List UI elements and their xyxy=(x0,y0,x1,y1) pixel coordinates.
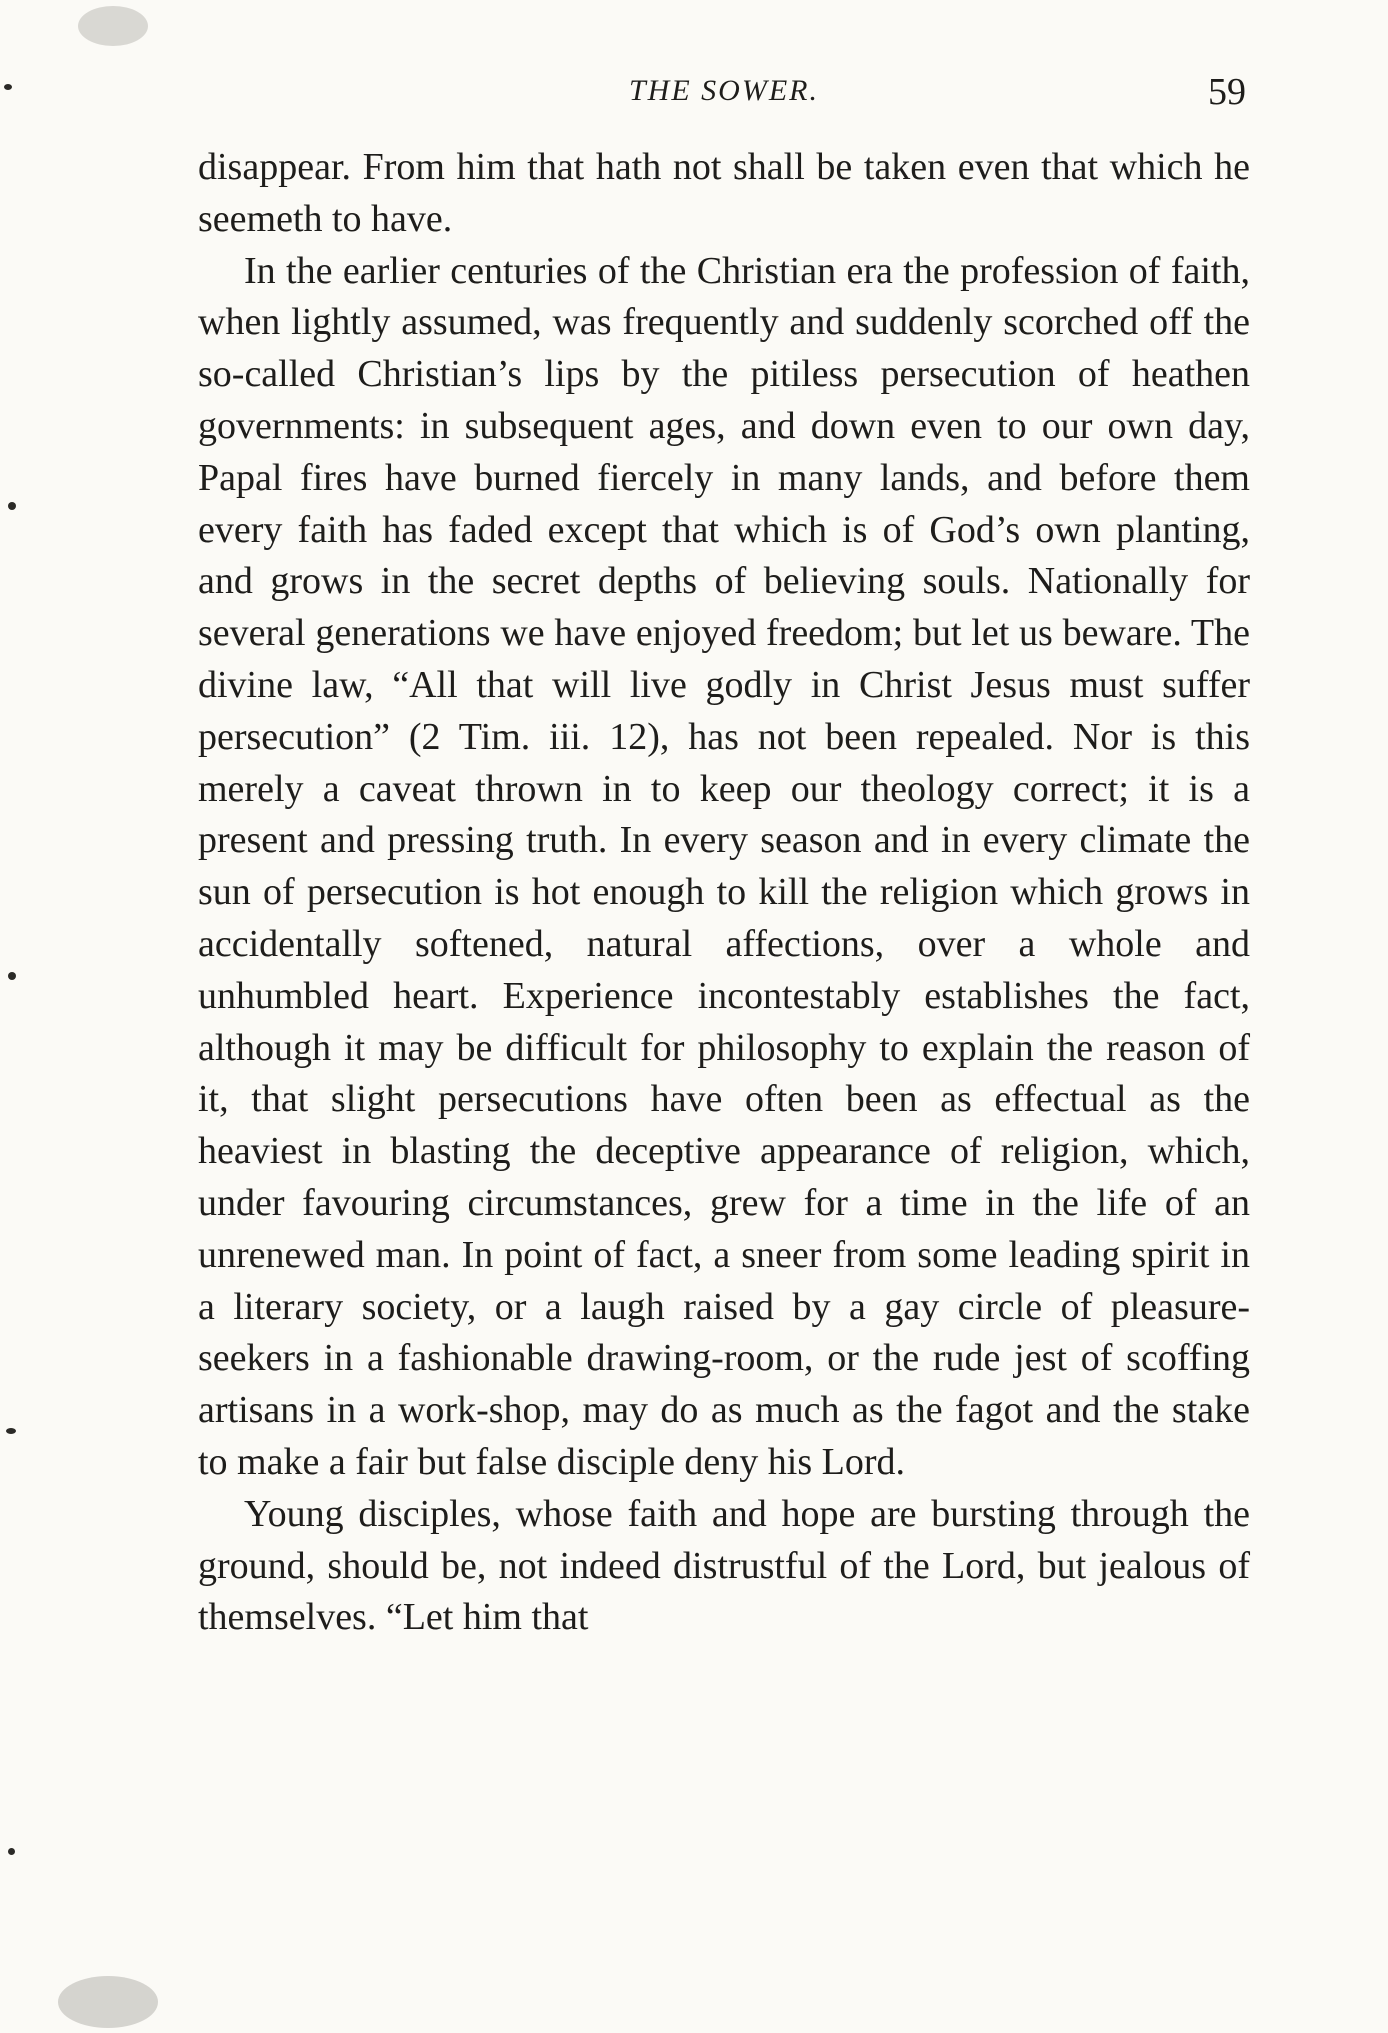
scan-smudge-bottom xyxy=(58,1976,158,2028)
paragraph-persecution: In the earlier centuries of the Christian era the profession of faith, when lightly assumed, was frequently and suddenly scorched off the so-called Christian’s lips by the pitiless persecution of heathen governments: in subsequent ages, and down even to our own day, Papal fires have burned fiercely in many lands, and before them every faith has faded except that which is of God’s own planting, and grows in the secret depths of believing souls. Nationally for several generations we have enjoyed freedom; but let us beware. The divine law, “All that will live godly in Christ Jesus must suffer persecution” (2 Tim. iii. 12), has not been repealed. Nor is this merely a caveat thrown in to keep our theology correct; it is a present and pressing truth. In every season and in every climate the sun of persecution is hot enough to kill the religion which grows in accidentally softened, natural affections, over a whole and unhumbled heart. Experience incontestably establishes the fact, although it may be difficult for philosophy to explain the reason of it, that slight persecutions have often been as effectual as the heaviest in blasting the deceptive appearance of religion, which, under favouring circumstances, grew for a time in the life of an unrenewed man. In point of fact, a sneer from some leading spirit in a literary society, or a laugh raised by a gay circle of pleasure-seekers in a fashionable drawing-room, or the rude jest of scoffing artisans in a work-shop, may do as much as the fagot and the stake to make a fair but false disciple deny his Lord. xyxy=(198,249,1250,1483)
scan-speck xyxy=(8,1848,15,1855)
running-head xyxy=(198,70,1250,120)
scan-smudge-top xyxy=(78,6,148,46)
scan-speck xyxy=(4,84,12,90)
page-number: 59 xyxy=(1208,71,1246,113)
scan-speck xyxy=(8,972,16,980)
body-text xyxy=(198,142,1250,1644)
scan-speck xyxy=(8,502,16,510)
paragraph-young-disciples: Young disciples, whose faith and hope are bursting through the ground, should be, not indeed distrustful of the Lord, but jealous of themselves. “Let him that xyxy=(198,1492,1250,1639)
paragraph-continuation: disappear. From him that hath not shall be taken even that which he seemeth to have. xyxy=(198,146,1250,240)
scan-speck xyxy=(6,1428,16,1434)
running-title: THE SOWER. xyxy=(629,74,819,107)
